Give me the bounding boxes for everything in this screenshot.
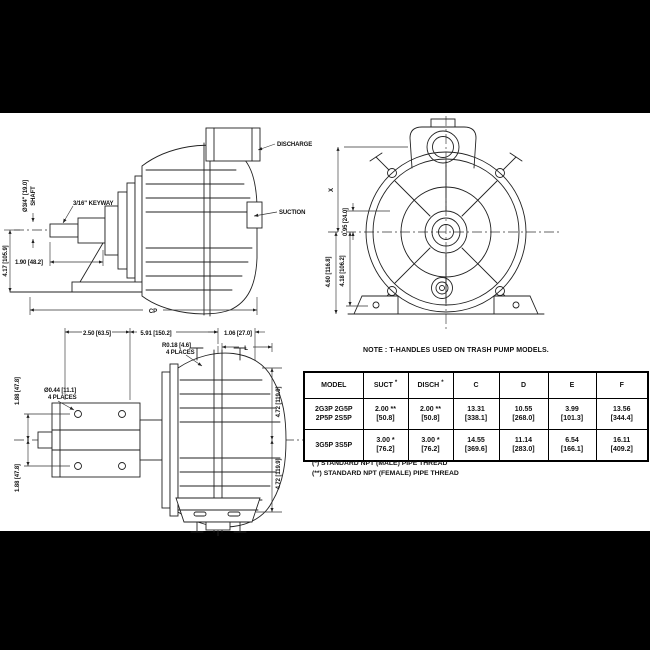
e-cell: 6.54 [166.1] (548, 430, 596, 462)
dimension-table (303, 371, 649, 462)
model-cell: 3G5P 3S5P (304, 430, 363, 462)
col-disch: DISCH * (408, 372, 453, 399)
model-cell: 2G3P 2G5P 2P5P 2S5P (304, 399, 363, 430)
dim-holes-line2: 4 PLACES (48, 395, 77, 401)
label-discharge: DISCHARGE (277, 142, 313, 148)
dim-keyway: 3/16" KEYWAY (73, 201, 114, 207)
dim-centerline-height: 4.17 [105.9] (3, 245, 9, 277)
c-cell: 13.31 [338.1] (453, 399, 499, 430)
front-foot-left (354, 296, 398, 314)
footnotes (312, 459, 459, 478)
shaft-stub (38, 432, 52, 448)
label-suction: SUCTION (279, 210, 306, 216)
dim-cp: CP (148, 309, 158, 315)
c-cell: 14.55 [369.6] (453, 430, 499, 462)
note-t-handles: NOTE : T-HANDLES USED ON TRASH PUMP MODELS. (363, 347, 549, 354)
dim-radius-line2: 4 PLACES (166, 350, 195, 356)
shaft (50, 224, 78, 237)
dim-bottom-3: 1.06 [27.0] (224, 331, 252, 337)
front-foot-right (494, 296, 538, 314)
dim-front-height-outer: 4.60 [116.8] (326, 256, 332, 288)
d-cell: 10.55 [268.0] (499, 399, 548, 430)
f-cell: 13.56 [344.4] (596, 399, 648, 430)
table-row-2inch-models (304, 399, 648, 430)
dim-l: L (244, 346, 248, 352)
e-cell: 3.99 [101.3] (548, 399, 596, 430)
col-e: E (548, 372, 596, 399)
col-model: MODEL (304, 372, 363, 399)
side-view (3, 128, 312, 316)
table-row-3inch-models (304, 430, 648, 462)
dim-discharge-offset: 0.95 [24.0] (343, 208, 349, 236)
d-cell: 11.14 [283.0] (499, 430, 548, 462)
dim-shaft-dia-line2: SHAFT (31, 186, 37, 206)
pump-casing (142, 145, 257, 314)
dim-hole-spacing-top: 1.88 [47.8] (15, 377, 21, 405)
dim-bottom-1: 2.50 [63.5] (83, 331, 111, 337)
dim-hole-spacing-bottom: 1.88 [47.8] (15, 464, 21, 492)
f-cell: 16.11 [409.2] (596, 430, 648, 462)
disch-cell: 3.00 * [76.2] (408, 430, 453, 462)
dim-holes-line1: Ø0.44 [11.1] (44, 388, 77, 394)
suct-cell: 3.00 * [76.2] (363, 430, 408, 462)
suct-cell: 2.00 ** [50.8] (363, 399, 408, 430)
dim-half-height-bottom: 4.72 [119.9] (276, 458, 282, 490)
col-suct: SUCT * (363, 372, 408, 399)
table-header-row (304, 372, 648, 399)
col-c: C (453, 372, 499, 399)
dim-x: X (329, 188, 335, 192)
dim-bottom-2: 5.91 [150.2] (140, 331, 172, 337)
dim-radius-line1: R0.18 [4.6] (162, 343, 191, 349)
dim-front-height-inner: 4.18 [106.2] (340, 255, 346, 287)
disch-cell: 2.00 ** [50.8] (408, 399, 453, 430)
col-f: F (596, 372, 648, 399)
dim-half-height-top: 4.72 [119.9] (276, 386, 282, 418)
dim-shaft-dia-line1: Ø3/4" [19.0] (23, 180, 29, 212)
front-view (326, 116, 560, 332)
footnote-female-npt: (**) STANDARD NPT (FEMALE) PIPE THREAD (312, 469, 459, 477)
dim-shaft-length: 1.90 [48.2] (15, 260, 43, 266)
col-d: D (499, 372, 548, 399)
mount-flange (118, 192, 127, 269)
bottom-view (14, 328, 318, 536)
footnote-male-npt: (*) STANDARD NPT (MALE) PIPE THREAD (312, 460, 448, 467)
